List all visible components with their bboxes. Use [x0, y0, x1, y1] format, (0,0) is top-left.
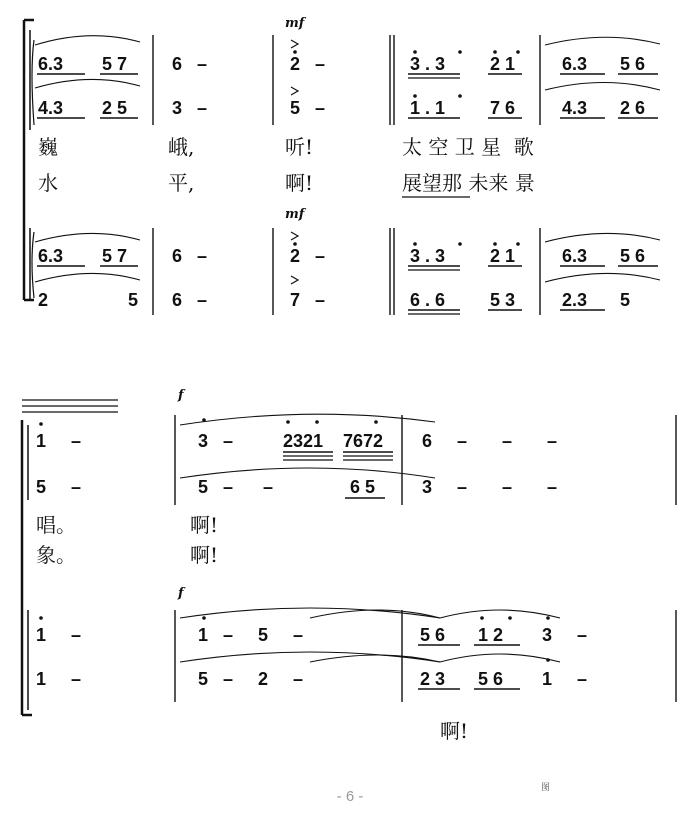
s2-upper-v2-m2b: 6 5 [350, 477, 376, 497]
s2-lyric2-w2: 啊! [190, 543, 219, 567]
s2-lower-v1-m2: 1 – 5 – [198, 625, 304, 645]
s1-upper-v1-m4b: 2 1 [490, 54, 516, 74]
s1-lyric1-w4: 太 空 卫 星 歌 [402, 135, 534, 159]
s1-upper-v2-m1a: 4.3 [38, 98, 64, 118]
s1-lower-v2-m4a: 6 . 6 [410, 290, 446, 310]
s1-upper-v1-m5b: 5 6 [620, 54, 646, 74]
s1-lower-v1-m1a: 6.3 [38, 246, 64, 266]
page-number: - 6 - [336, 788, 364, 805]
s1-upper-v1-m1b: 5 7 [102, 54, 128, 74]
s2-lower-v2-m3a: 2 3 [420, 669, 446, 689]
s1-lower-v1-m2: 6 – [172, 246, 208, 266]
s1-lower-v1-m5a: 6.3 [562, 246, 588, 266]
s1-lower-v1-m4a: 3 . 3 [410, 246, 446, 266]
s1-lower-v2-m1b: 5 [128, 290, 139, 310]
s2-lyric1-w2: 啊! [190, 513, 219, 537]
s1-upper-v2-m1b: 2 5 [102, 98, 128, 118]
s2-upper-v1-m1: 1 – [36, 431, 82, 451]
s2-upper-v1-m2c: 7672 [343, 431, 384, 451]
s1-upper-v1-m1a: 6.3 [38, 54, 64, 74]
s2-upper-v2-m3: 3 – – – [422, 477, 558, 497]
s2-lower-v1-m1: 1 – [36, 625, 82, 645]
s2-lower-v1-m3c: 3 – [542, 625, 588, 645]
s1-lyric1-w2: 峨, [168, 135, 195, 159]
s2-lower-v1-m3a: 5 6 [420, 625, 446, 645]
s1-lyric2-w4: 展望那 未来 景 [402, 171, 535, 195]
s1-lower-v2-m5b: 5 [620, 290, 631, 310]
dynamic-f-lower: f [178, 586, 184, 601]
dynamic-f-upper: f [178, 388, 184, 403]
corner-mark: 图 [539, 782, 549, 791]
s2-lower-v1-m3b: 1 2 [478, 625, 504, 645]
s1-upper-v2-m5a: 4.3 [562, 98, 588, 118]
s2-upper-v2-m2a: 5 – – [198, 477, 274, 497]
s1-lyric1-w3: 听! [285, 135, 314, 159]
s1-lower-v1-m1b: 5 7 [102, 246, 128, 266]
s1-lyric2-w2: 平, [168, 171, 195, 195]
s1-upper-v2-m4a: 1 . 1 [410, 98, 446, 118]
s2-lyric2-w1: 象。 [36, 543, 76, 567]
s1-lower-v2-m2: 6 – [172, 290, 208, 310]
s2-lower-v2-m2: 5 – 2 – [198, 669, 304, 689]
s2-bottom-lyric: 啊! [440, 719, 469, 743]
s1-lyric1-w1: 巍 [38, 135, 58, 159]
s1-lower-v1-m4b: 2 1 [490, 246, 516, 266]
s2-upper-v1-m2b: 2321 [283, 431, 324, 451]
s1-lyric2-w1: 水 [38, 171, 58, 195]
s1-lower-v1-m3: 2 – [290, 246, 326, 266]
s2-upper-v1-m2a: 3 – [198, 431, 234, 451]
s1-upper-v1-m4a: 3 . 3 [410, 54, 446, 74]
s2-lower-v2-m1: 1 – [36, 669, 82, 689]
system-1-lines [0, 0, 700, 330]
s2-lower-v2-m3c: 1 – [542, 669, 588, 689]
s1-upper-v2-m2: 3 – [172, 98, 208, 118]
s1-lower-v2-m1a: 2 [38, 290, 49, 310]
dynamic-mf-upper: mf [285, 16, 305, 31]
s1-upper-v1-m2: 6 – [172, 54, 208, 74]
s1-upper-v2-m3: 5 – [290, 98, 326, 118]
dynamic-mf-lower: mf [285, 207, 305, 222]
s1-upper-v2-m5b: 2 6 [620, 98, 646, 118]
s1-lower-v1-m5b: 5 6 [620, 246, 646, 266]
s2-lower-v2-m3b: 5 6 [478, 669, 504, 689]
s1-lower-v2-m4b: 5 3 [490, 290, 516, 310]
s1-lower-v2-m3: 7 – [290, 290, 326, 310]
s1-upper-v1-m3: 2 – [290, 54, 326, 74]
s2-lyric1-w1: 唱。 [36, 513, 76, 537]
s1-upper-v2-m4b: 7 6 [490, 98, 516, 118]
s1-lower-v2-m5a: 2.3 [562, 290, 588, 310]
s2-upper-v1-m3: 6 – – – [422, 431, 558, 451]
s1-upper-v1-m5a: 6.3 [562, 54, 588, 74]
s2-upper-v2-m1: 5 – [36, 477, 82, 497]
s1-lyric2-w3: 啊! [285, 171, 314, 195]
